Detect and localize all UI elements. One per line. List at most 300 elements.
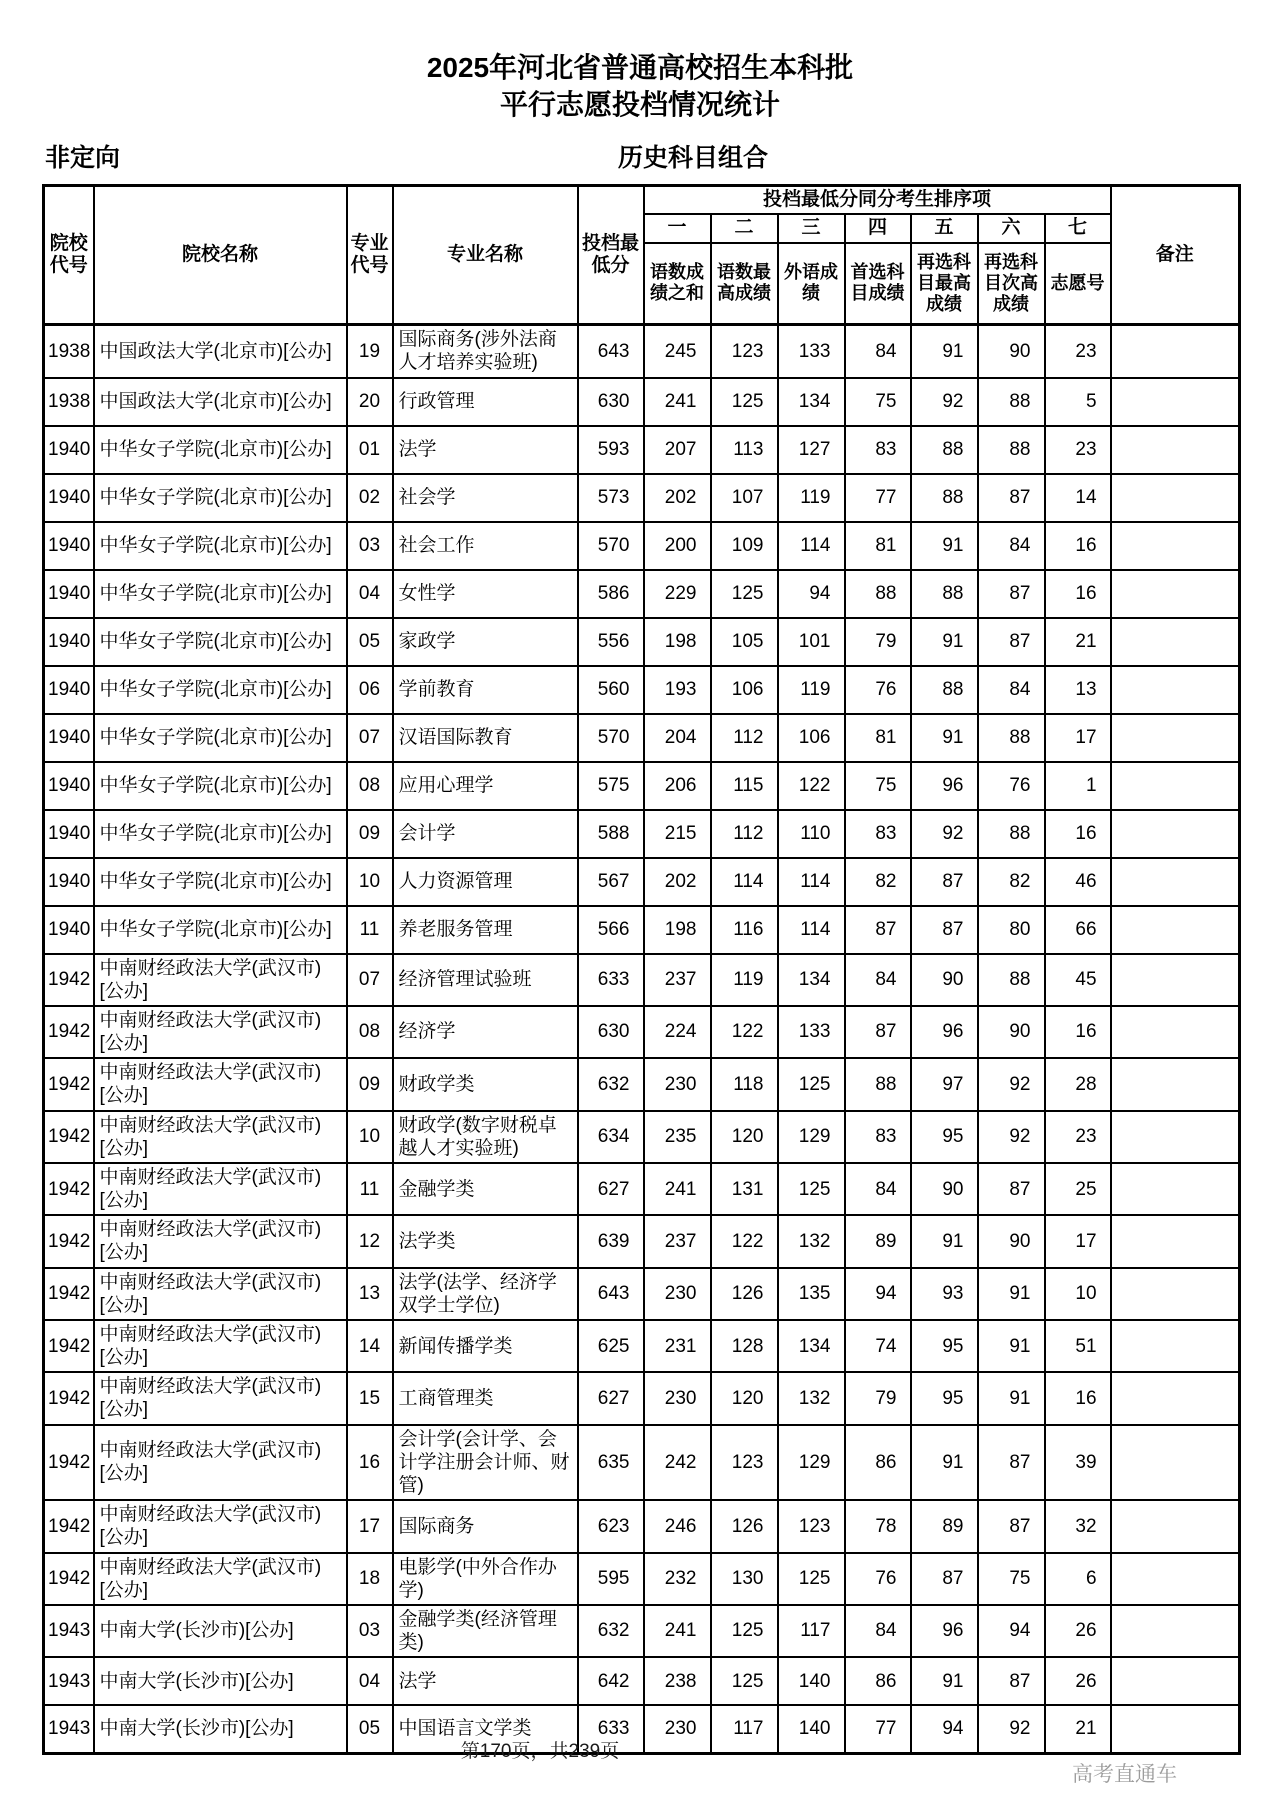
first-subject-cell: 88 <box>845 570 911 618</box>
volunteer-no-cell: 28 <box>1045 1058 1111 1110</box>
max-cn-math-cell: 130 <box>711 1553 778 1605</box>
volunteer-no-cell: 39 <box>1045 1425 1111 1501</box>
re-subject-second-cell: 84 <box>978 522 1045 570</box>
school-code-cell: 1942 <box>44 1553 94 1605</box>
major-code-cell: 01 <box>347 426 393 474</box>
remark-cell <box>1111 1111 1240 1163</box>
re-subject-max-cell: 92 <box>911 378 978 426</box>
volunteer-no-cell: 66 <box>1045 906 1111 954</box>
foreign-lang-cell: 94 <box>778 570 845 618</box>
first-subject-cell: 94 <box>845 1268 911 1320</box>
foreign-lang-cell: 132 <box>778 1372 845 1424</box>
school-name-cell: 中南财经政法大学(武汉市)[公办] <box>94 1111 347 1163</box>
min-score-cell: 593 <box>578 426 644 474</box>
school-code-cell: 1938 <box>44 378 94 426</box>
foreign-lang-cell: 129 <box>778 1111 845 1163</box>
school-name-cell: 中华女子学院(北京市)[公办] <box>94 666 347 714</box>
remark-cell <box>1111 618 1240 666</box>
foreign-lang-cell: 134 <box>778 378 845 426</box>
major-code-cell: 02 <box>347 474 393 522</box>
school-name-cell: 中华女子学院(北京市)[公办] <box>94 570 347 618</box>
min-score-cell: 643 <box>578 1268 644 1320</box>
school-name-cell: 中南财经政法大学(武汉市)[公办] <box>94 1500 347 1552</box>
major-name-cell: 金融学类(经济管理类) <box>393 1605 578 1657</box>
re-subject-second-cell: 87 <box>978 1657 1045 1705</box>
major-name-cell: 新闻传播学类 <box>393 1320 578 1372</box>
min-score-cell: 643 <box>578 325 644 378</box>
major-name-cell: 国际商务 <box>393 1500 578 1552</box>
min-score-cell: 627 <box>578 1163 644 1215</box>
school-code-cell: 1943 <box>44 1705 94 1753</box>
re-subject-second-cell: 75 <box>978 1553 1045 1605</box>
foreign-lang-cell: 140 <box>778 1657 845 1705</box>
header-rank-1: 一 <box>644 214 711 242</box>
re-subject-max-cell: 88 <box>911 474 978 522</box>
major-name-cell: 会计学 <box>393 810 578 858</box>
school-code-cell: 1940 <box>44 906 94 954</box>
remark-cell <box>1111 426 1240 474</box>
foreign-lang-cell: 119 <box>778 666 845 714</box>
min-score-cell: 567 <box>578 858 644 906</box>
table-row <box>44 1425 1240 1501</box>
max-cn-math-cell: 126 <box>711 1268 778 1320</box>
table-row <box>44 378 1240 426</box>
table-row <box>44 522 1240 570</box>
re-subject-max-cell: 90 <box>911 954 978 1006</box>
major-name-cell: 工商管理类 <box>393 1372 578 1424</box>
re-subject-second-cell: 91 <box>978 1268 1045 1320</box>
school-name-cell: 中华女子学院(北京市)[公办] <box>94 762 347 810</box>
major-code-cell: 10 <box>347 858 393 906</box>
header-rank-5: 五 <box>911 214 978 242</box>
min-score-cell: 634 <box>578 1111 644 1163</box>
plan-type-label: 非定向 <box>45 143 121 172</box>
min-score-cell: 630 <box>578 1006 644 1058</box>
re-subject-second-cell: 84 <box>978 666 1045 714</box>
remark-cell <box>1111 1006 1240 1058</box>
table-header <box>44 185 1240 324</box>
first-subject-cell: 77 <box>845 474 911 522</box>
max-cn-math-cell: 123 <box>711 1425 778 1501</box>
major-code-cell: 04 <box>347 570 393 618</box>
admission-table <box>42 184 1241 1755</box>
re-subject-second-cell: 94 <box>978 1605 1045 1657</box>
school-code-cell: 1940 <box>44 426 94 474</box>
max-cn-math-cell: 113 <box>711 426 778 474</box>
major-code-cell: 04 <box>347 1657 393 1705</box>
table-row <box>44 618 1240 666</box>
re-subject-max-cell: 89 <box>911 1500 978 1552</box>
min-score-cell: 588 <box>578 810 644 858</box>
foreign-lang-cell: 114 <box>778 522 845 570</box>
max-cn-math-cell: 125 <box>711 1605 778 1657</box>
re-subject-max-cell: 93 <box>911 1268 978 1320</box>
volunteer-no-cell: 14 <box>1045 474 1111 522</box>
sum-cn-math-cell: 235 <box>644 1111 711 1163</box>
major-code-cell: 12 <box>347 1215 393 1267</box>
remark-cell <box>1111 1705 1240 1753</box>
first-subject-cell: 84 <box>845 954 911 1006</box>
foreign-lang-cell: 127 <box>778 426 845 474</box>
remark-cell <box>1111 1500 1240 1552</box>
sum-cn-math-cell: 204 <box>644 714 711 762</box>
remark-cell <box>1111 1163 1240 1215</box>
min-score-cell: 566 <box>578 906 644 954</box>
school-name-cell: 中南财经政法大学(武汉市)[公办] <box>94 1553 347 1605</box>
first-subject-cell: 86 <box>845 1657 911 1705</box>
first-subject-cell: 82 <box>845 858 911 906</box>
max-cn-math-cell: 131 <box>711 1163 778 1215</box>
major-name-cell: 家政学 <box>393 618 578 666</box>
remark-cell <box>1111 1320 1240 1372</box>
remark-cell <box>1111 1425 1240 1501</box>
header-max-cn-math: 语数最高成绩 <box>711 243 778 325</box>
foreign-lang-cell: 133 <box>778 1006 845 1058</box>
volunteer-no-cell: 16 <box>1045 1372 1111 1424</box>
school-code-cell: 1942 <box>44 1215 94 1267</box>
sum-cn-math-cell: 229 <box>644 570 711 618</box>
first-subject-cell: 76 <box>845 1553 911 1605</box>
foreign-lang-cell: 119 <box>778 474 845 522</box>
sum-cn-math-cell: 207 <box>644 426 711 474</box>
major-code-cell: 05 <box>347 1705 393 1753</box>
header-school-name: 院校名称 <box>94 185 347 324</box>
re-subject-second-cell: 88 <box>978 954 1045 1006</box>
re-subject-max-cell: 95 <box>911 1320 978 1372</box>
volunteer-no-cell: 23 <box>1045 325 1111 378</box>
max-cn-math-cell: 123 <box>711 325 778 378</box>
page-title-line1: 2025年河北省普通高校招生本科批 <box>426 52 854 83</box>
major-name-cell: 社会学 <box>393 474 578 522</box>
table-row <box>44 858 1240 906</box>
table-row <box>44 1163 1240 1215</box>
min-score-cell: 633 <box>578 954 644 1006</box>
major-code-cell: 16 <box>347 1425 393 1501</box>
volunteer-no-cell: 23 <box>1045 1111 1111 1163</box>
school-name-cell: 中南财经政法大学(武汉市)[公办] <box>94 1215 347 1267</box>
re-subject-max-cell: 96 <box>911 762 978 810</box>
sum-cn-math-cell: 241 <box>644 1605 711 1657</box>
header-foreign-lang: 外语成绩 <box>778 243 845 325</box>
school-name-cell: 中南财经政法大学(武汉市)[公办] <box>94 1006 347 1058</box>
remark-cell <box>1111 474 1240 522</box>
max-cn-math-cell: 120 <box>711 1111 778 1163</box>
school-name-cell: 中华女子学院(北京市)[公办] <box>94 714 347 762</box>
major-name-cell: 金融学类 <box>393 1163 578 1215</box>
first-subject-cell: 84 <box>845 1605 911 1657</box>
max-cn-math-cell: 126 <box>711 1500 778 1552</box>
min-score-cell: 623 <box>578 1500 644 1552</box>
table-row <box>44 426 1240 474</box>
re-subject-max-cell: 87 <box>911 1553 978 1605</box>
remark-cell <box>1111 1058 1240 1110</box>
sum-cn-math-cell: 241 <box>644 378 711 426</box>
major-name-cell: 国际商务(涉外法商人才培养实验班) <box>393 325 578 378</box>
major-name-cell: 人力资源管理 <box>393 858 578 906</box>
remark-cell <box>1111 762 1240 810</box>
volunteer-no-cell: 16 <box>1045 810 1111 858</box>
major-code-cell: 07 <box>347 954 393 1006</box>
first-subject-cell: 77 <box>845 1705 911 1753</box>
school-code-cell: 1940 <box>44 858 94 906</box>
school-code-cell: 1942 <box>44 1006 94 1058</box>
school-code-cell: 1942 <box>44 1268 94 1320</box>
school-name-cell: 中南大学(长沙市)[公办] <box>94 1705 347 1753</box>
re-subject-max-cell: 91 <box>911 714 978 762</box>
volunteer-no-cell: 32 <box>1045 1500 1111 1552</box>
first-subject-cell: 83 <box>845 810 911 858</box>
major-name-cell: 中国语言文学类 <box>393 1705 578 1753</box>
sum-cn-math-cell: 230 <box>644 1705 711 1753</box>
header-sum-cn-math: 语数成绩之和 <box>644 243 711 325</box>
table-row <box>44 762 1240 810</box>
header-ranking-group: 投档最低分同分考生排序项 <box>644 185 1111 214</box>
major-name-cell: 养老服务管理 <box>393 906 578 954</box>
school-name-cell: 中国政法大学(北京市)[公办] <box>94 325 347 378</box>
foreign-lang-cell: 134 <box>778 954 845 1006</box>
first-subject-cell: 84 <box>845 1163 911 1215</box>
max-cn-math-cell: 125 <box>711 378 778 426</box>
school-code-cell: 1942 <box>44 1111 94 1163</box>
volunteer-no-cell: 1 <box>1045 762 1111 810</box>
header-volunteer-no: 志愿号 <box>1045 243 1111 325</box>
re-subject-max-cell: 88 <box>911 426 978 474</box>
min-score-cell: 630 <box>578 378 644 426</box>
school-code-cell: 1940 <box>44 618 94 666</box>
first-subject-cell: 75 <box>845 378 911 426</box>
table-row <box>44 325 1240 378</box>
header-first-subject: 首选科目成绩 <box>845 243 911 325</box>
max-cn-math-cell: 122 <box>711 1006 778 1058</box>
school-name-cell: 中南财经政法大学(武汉市)[公办] <box>94 1163 347 1215</box>
re-subject-second-cell: 87 <box>978 1163 1045 1215</box>
volunteer-no-cell: 16 <box>1045 522 1111 570</box>
sum-cn-math-cell: 206 <box>644 762 711 810</box>
re-subject-max-cell: 94 <box>911 1705 978 1753</box>
major-name-cell: 法学类 <box>393 1215 578 1267</box>
sum-cn-math-cell: 246 <box>644 1500 711 1552</box>
volunteer-no-cell: 5 <box>1045 378 1111 426</box>
major-code-cell: 19 <box>347 325 393 378</box>
foreign-lang-cell: 129 <box>778 1425 845 1501</box>
foreign-lang-cell: 140 <box>778 1705 845 1753</box>
re-subject-second-cell: 90 <box>978 325 1045 378</box>
re-subject-second-cell: 92 <box>978 1111 1045 1163</box>
sum-cn-math-cell: 202 <box>644 858 711 906</box>
school-code-cell: 1940 <box>44 714 94 762</box>
major-code-cell: 09 <box>347 1058 393 1110</box>
first-subject-cell: 87 <box>845 1006 911 1058</box>
sum-cn-math-cell: 237 <box>644 954 711 1006</box>
school-code-cell: 1938 <box>44 325 94 378</box>
re-subject-second-cell: 80 <box>978 906 1045 954</box>
re-subject-second-cell: 87 <box>978 570 1045 618</box>
re-subject-max-cell: 87 <box>911 858 978 906</box>
major-code-cell: 03 <box>347 1605 393 1657</box>
remark-cell <box>1111 666 1240 714</box>
first-subject-cell: 81 <box>845 522 911 570</box>
max-cn-math-cell: 105 <box>711 618 778 666</box>
school-name-cell: 中南财经政法大学(武汉市)[公办] <box>94 1268 347 1320</box>
foreign-lang-cell: 125 <box>778 1163 845 1215</box>
table-row <box>44 954 1240 1006</box>
max-cn-math-cell: 125 <box>711 570 778 618</box>
major-code-cell: 05 <box>347 618 393 666</box>
major-code-cell: 20 <box>347 378 393 426</box>
max-cn-math-cell: 112 <box>711 714 778 762</box>
re-subject-max-cell: 91 <box>911 522 978 570</box>
foreign-lang-cell: 125 <box>778 1553 845 1605</box>
foreign-lang-cell: 132 <box>778 1215 845 1267</box>
re-subject-second-cell: 88 <box>978 810 1045 858</box>
sum-cn-math-cell: 198 <box>644 618 711 666</box>
major-code-cell: 07 <box>347 714 393 762</box>
header-min-score: 投档最低分 <box>578 185 644 324</box>
header-re-subject-max: 再选科目最高成绩 <box>911 243 978 325</box>
sum-cn-math-cell: 241 <box>644 1163 711 1215</box>
first-subject-cell: 88 <box>845 1058 911 1110</box>
re-subject-second-cell: 87 <box>978 1500 1045 1552</box>
min-score-cell: 560 <box>578 666 644 714</box>
min-score-cell: 632 <box>578 1605 644 1657</box>
school-name-cell: 中南财经政法大学(武汉市)[公办] <box>94 954 347 1006</box>
first-subject-cell: 87 <box>845 906 911 954</box>
min-score-cell: 570 <box>578 522 644 570</box>
sum-cn-math-cell: 230 <box>644 1372 711 1424</box>
foreign-lang-cell: 114 <box>778 858 845 906</box>
major-code-cell: 17 <box>347 1500 393 1552</box>
re-subject-second-cell: 92 <box>978 1058 1045 1110</box>
header-rank-2: 二 <box>711 214 778 242</box>
major-code-cell: 15 <box>347 1372 393 1424</box>
re-subject-second-cell: 87 <box>978 474 1045 522</box>
school-code-cell: 1942 <box>44 1058 94 1110</box>
first-subject-cell: 89 <box>845 1215 911 1267</box>
major-code-cell: 10 <box>347 1111 393 1163</box>
min-score-cell: 570 <box>578 714 644 762</box>
school-name-cell: 中华女子学院(北京市)[公办] <box>94 426 347 474</box>
sum-cn-math-cell: 224 <box>644 1006 711 1058</box>
major-code-cell: 03 <box>347 522 393 570</box>
school-name-cell: 中华女子学院(北京市)[公办] <box>94 522 347 570</box>
major-code-cell: 18 <box>347 1553 393 1605</box>
header-major-code: 专业代号 <box>347 185 393 324</box>
major-name-cell: 学前教育 <box>393 666 578 714</box>
min-score-cell: 625 <box>578 1320 644 1372</box>
table-row <box>44 1500 1240 1552</box>
major-name-cell: 应用心理学 <box>393 762 578 810</box>
foreign-lang-cell: 133 <box>778 325 845 378</box>
header-rank-6: 六 <box>978 214 1045 242</box>
max-cn-math-cell: 106 <box>711 666 778 714</box>
page-title <box>0 0 1280 124</box>
volunteer-no-cell: 45 <box>1045 954 1111 1006</box>
major-code-cell: 14 <box>347 1320 393 1372</box>
major-name-cell: 汉语国际教育 <box>393 714 578 762</box>
min-score-cell: 639 <box>578 1215 644 1267</box>
school-name-cell: 中南大学(长沙市)[公办] <box>94 1657 347 1705</box>
remark-cell <box>1111 522 1240 570</box>
header-school-code: 院校代号 <box>44 185 94 324</box>
major-code-cell: 11 <box>347 906 393 954</box>
re-subject-max-cell: 91 <box>911 1657 978 1705</box>
re-subject-second-cell: 88 <box>978 426 1045 474</box>
volunteer-no-cell: 26 <box>1045 1605 1111 1657</box>
school-code-cell: 1940 <box>44 474 94 522</box>
table-row <box>44 474 1240 522</box>
remark-cell <box>1111 1268 1240 1320</box>
school-name-cell: 中华女子学院(北京市)[公办] <box>94 618 347 666</box>
max-cn-math-cell: 118 <box>711 1058 778 1110</box>
school-name-cell: 中国政法大学(北京市)[公办] <box>94 378 347 426</box>
max-cn-math-cell: 115 <box>711 762 778 810</box>
major-code-cell: 11 <box>347 1163 393 1215</box>
sum-cn-math-cell: 237 <box>644 1215 711 1267</box>
re-subject-max-cell: 90 <box>911 1163 978 1215</box>
min-score-cell: 586 <box>578 570 644 618</box>
re-subject-second-cell: 91 <box>978 1372 1045 1424</box>
table-row <box>44 1058 1240 1110</box>
max-cn-math-cell: 122 <box>711 1215 778 1267</box>
foreign-lang-cell: 114 <box>778 906 845 954</box>
first-subject-cell: 74 <box>845 1320 911 1372</box>
school-code-cell: 1942 <box>44 1372 94 1424</box>
first-subject-cell: 81 <box>845 714 911 762</box>
sum-cn-math-cell: 231 <box>644 1320 711 1372</box>
header-rank-3: 三 <box>778 214 845 242</box>
re-subject-second-cell: 87 <box>978 1425 1045 1501</box>
major-name-cell: 电影学(中外合作办学) <box>393 1553 578 1605</box>
volunteer-no-cell: 26 <box>1045 1657 1111 1705</box>
volunteer-no-cell: 6 <box>1045 1553 1111 1605</box>
subject-group-label: 历史科目组合 <box>618 143 769 172</box>
sum-cn-math-cell: 193 <box>644 666 711 714</box>
min-score-cell: 595 <box>578 1553 644 1605</box>
school-code-cell: 1942 <box>44 1425 94 1501</box>
header-re-subject-second: 再选科目次高成绩 <box>978 243 1045 325</box>
school-name-cell: 中南财经政法大学(武汉市)[公办] <box>94 1372 347 1424</box>
school-name-cell: 中南财经政法大学(武汉市)[公办] <box>94 1058 347 1110</box>
sum-cn-math-cell: 230 <box>644 1058 711 1110</box>
header-remark: 备注 <box>1111 185 1240 324</box>
major-name-cell: 会计学(会计学、会计学注册会计师、财管) <box>393 1425 578 1501</box>
max-cn-math-cell: 114 <box>711 858 778 906</box>
table-row <box>44 570 1240 618</box>
max-cn-math-cell: 119 <box>711 954 778 1006</box>
min-score-cell: 556 <box>578 618 644 666</box>
header-rank-7: 七 <box>1045 214 1111 242</box>
volunteer-no-cell: 16 <box>1045 1006 1111 1058</box>
school-code-cell: 1942 <box>44 1500 94 1552</box>
re-subject-second-cell: 90 <box>978 1215 1045 1267</box>
table-row <box>44 810 1240 858</box>
table-row <box>44 666 1240 714</box>
school-name-cell: 中华女子学院(北京市)[公办] <box>94 906 347 954</box>
volunteer-no-cell: 21 <box>1045 1705 1111 1753</box>
foreign-lang-cell: 123 <box>778 1500 845 1552</box>
sum-cn-math-cell: 198 <box>644 906 711 954</box>
major-name-cell: 财政学类 <box>393 1058 578 1110</box>
table-row <box>44 1268 1240 1320</box>
school-name-cell: 中华女子学院(北京市)[公办] <box>94 810 347 858</box>
major-name-cell: 经济管理试验班 <box>393 954 578 1006</box>
re-subject-second-cell: 90 <box>978 1006 1045 1058</box>
school-code-cell: 1940 <box>44 522 94 570</box>
sum-cn-math-cell: 230 <box>644 1268 711 1320</box>
foreign-lang-cell: 101 <box>778 618 845 666</box>
school-name-cell: 中华女子学院(北京市)[公办] <box>94 858 347 906</box>
school-code-cell: 1940 <box>44 762 94 810</box>
